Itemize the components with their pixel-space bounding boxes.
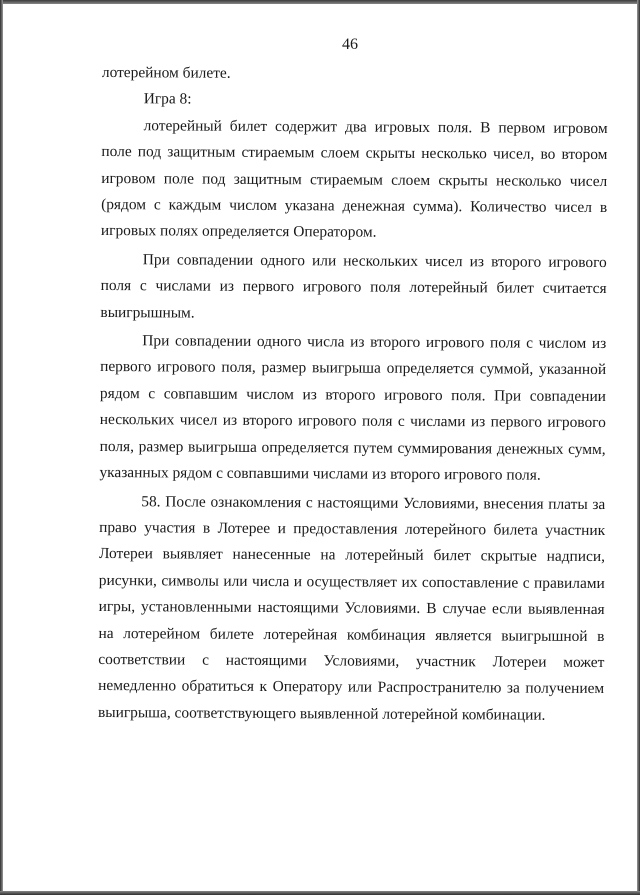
page-number: 46 bbox=[342, 36, 358, 53]
scan-edge-top bbox=[0, 0, 640, 4]
game-heading: Игра 8: bbox=[143, 90, 192, 108]
paragraph-clause-58: 58. После ознакомления с настоящими Условиями, внесения платы за право участия в Лотерее и предоставления лотерейного билета участник Лотереи выявляет нанесенные на лотерейный билет скрытые надписи, рисунки, символы или числа и осуществляет их сопоставление с правилами игры, установленными настоящими Условиями. В случае если выявленная на лотерейном билете лотерейная комбинация является выигрышной в соответствии с настоящими Условиями, участник Лотереи может немедленно обратиться к Оператору или Распространителю за получением выигрыша, соответствующего выявленной лотерейной комбинации. bbox=[97, 492, 606, 724]
paragraph-continuation: лотерейном билете. bbox=[101, 63, 231, 82]
document-body bbox=[98, 60, 608, 729]
paragraph-prize-size: При совпадении одного числа из второго игрового поля с числом из первого игрового поля, размер выигрыша определяется суммой, указанной рядом с совпавшим числом из второго игрового поля. При совпадении нескольких чисел из второго игрового поля с числами из первого игрового поля, размер выигрыша определяется путем суммирования денежных сумм, указанных рядом с совпавшими числами из второго игрового поля. bbox=[99, 332, 607, 484]
scan-edge-bottom bbox=[0, 891, 640, 895]
scan-edge-left bbox=[0, 0, 3, 895]
paragraph-winning-condition: При совпадении одного или нескольких чисел из второго игрового поля с числами из первого игрового поля лотерейный билет считается выигрышным. bbox=[100, 251, 607, 322]
paragraph-game-description: лотерейный билет содержит два игровых поля. В первом игровом поле под защитным стираемым слоем скрыты несколько чисел, во втором игровом поле под защитным стираемым слоем скрыты несколько чисел (рядом с каждым числом указана денежная сумма). Количество чисел в игровых полях определяется Оператором. bbox=[100, 117, 608, 242]
